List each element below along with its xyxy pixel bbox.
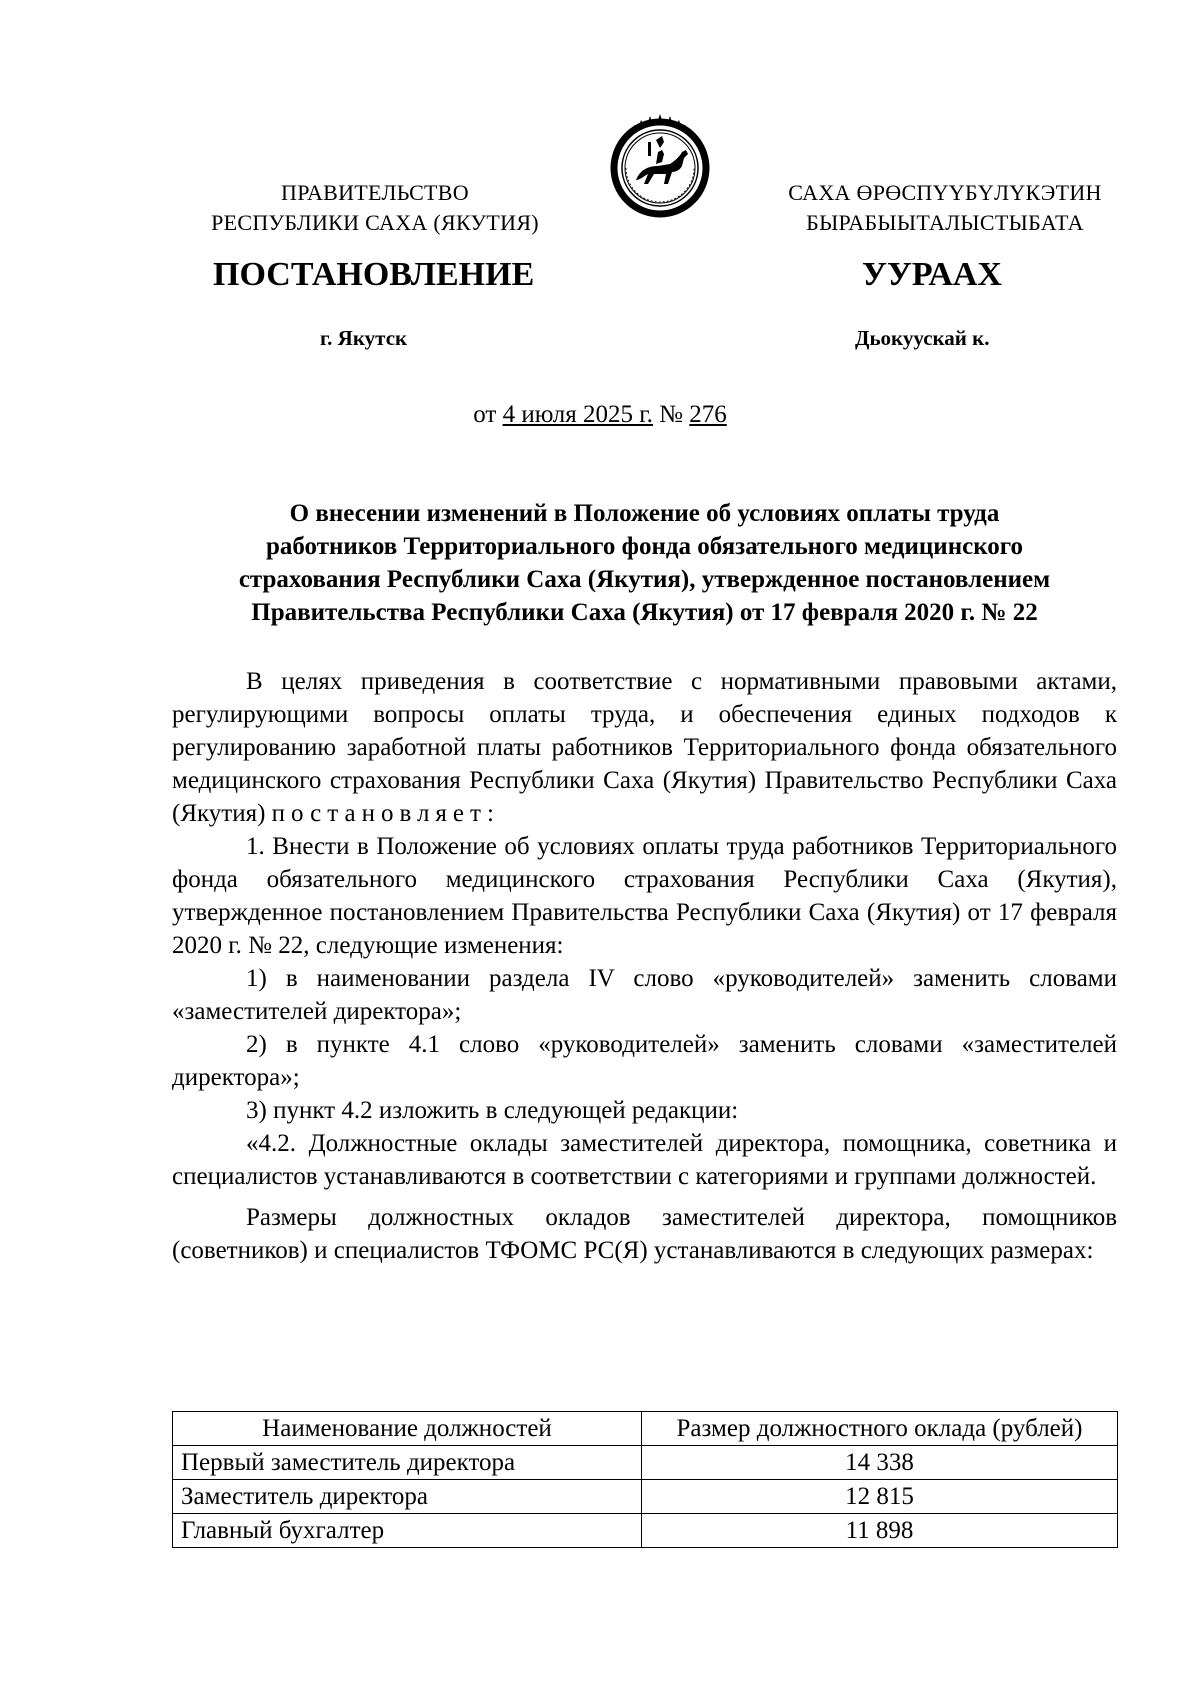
preamble-text: В целях приведения в соответствие с нормативными правовыми актами, регулирующими вопросы оплаты труда, и обеспечения единых подходов к регулированию заработной платы работников Территориального фонда обязательного медицинского страхования Республики Саха (Якутия) Правительство Республики Саха (Якутия)	[172, 668, 1117, 827]
decree-body	[172, 665, 1117, 1267]
title-line: страхования Республики Саха (Якутия), утвержденное постановлением	[238, 566, 1051, 593]
paragraph-clause-4-2: «4.2. Должностные оклады заместителей директора, помощника, советника и специалистов устанавливаются в соответствии с категориями и группами должностей.	[172, 1130, 1117, 1190]
government-name-sakha	[735, 178, 1155, 238]
position-name: Заместитель директора	[173, 1480, 642, 1514]
preamble-paragraph	[172, 665, 1117, 830]
title-line: работников Территориального фонда обязательного медицинского	[265, 533, 1024, 560]
salary-amount: 14 338	[642, 1446, 1118, 1480]
paragraph-item-1: 1. Внести в Положение об условиях оплаты труда работников Территориального фонда обязательного медицинского страхования Республики Саха (Якутия), утвержденное постановлением Правительства Республики Саха (Якутия) от 17 февраля 2020 г. № 22, следующие изменения:	[172, 833, 1117, 959]
date-prefix: от	[473, 401, 503, 428]
decree-number: 276	[689, 401, 727, 428]
coat-of-arms-emblem-icon	[606, 112, 714, 220]
salary-amount: 11 898	[642, 1514, 1118, 1548]
paragraph-subitem-1: 1) в наименовании раздела IV слово «руководителей» заменить словами «заместителей директора»;	[172, 965, 1117, 1025]
position-name: Главный бухгалтер	[173, 1514, 642, 1548]
decree-date-number	[0, 401, 1200, 429]
salary-amount: 12 815	[642, 1480, 1118, 1514]
decree-title	[172, 497, 1117, 629]
table-row	[173, 1514, 1118, 1548]
table-row	[173, 1480, 1118, 1514]
title-line: Правительства Республики Саха (Якутия) от 17 февраля 2020 г. № 22	[251, 599, 1038, 626]
paragraph-subitem-2: 2) в пункте 4.1 слово «руководителей» заменить словами «заместителей директора»;	[172, 1031, 1117, 1091]
city-sakha: Дьокуускай к.	[855, 326, 990, 350]
doc-type-sakha: УУРААХ	[862, 256, 1002, 293]
title-line: О внесении изменений в Положение об условиях оплаты труда	[289, 500, 1000, 527]
government-name-sakha-line-2: БЫРАБЫЫТАЛЫСТЫБАТА	[806, 210, 1084, 235]
salary-table	[172, 1411, 1118, 1548]
city-russian: г. Якутск	[320, 326, 408, 350]
doc-type-russian: ПОСТАНОВЛЕНИЕ	[213, 256, 535, 293]
table-header-row	[173, 1412, 1118, 1446]
column-header-salary: Размер должностного оклада (рублей)	[642, 1412, 1118, 1446]
number-sign: №	[652, 401, 690, 428]
paragraph-subitem-3: 3) пункт 4.2 изложить в следующей редакции:	[246, 1097, 739, 1124]
government-name-sakha-line-1: САХА ӨРӨСПҮҮБҮЛҮКЭТИН	[788, 180, 1102, 205]
government-name-line-2: РЕСПУБЛИКИ САХА (ЯКУТИЯ)	[211, 210, 539, 235]
position-name: Первый заместитель директора	[173, 1446, 642, 1480]
resolves-word: постановляет:	[271, 800, 500, 827]
paragraph-salary-sizes: Размеры должностных окладов заместителей директора, помощников (советников) и специалистов ТФОМС РС(Я) устанавливаются в следующих размерах:	[172, 1204, 1117, 1264]
column-header-position: Наименование должностей	[173, 1412, 642, 1446]
table-row	[173, 1446, 1118, 1480]
decree-date: 4 июля 2025 г.	[502, 401, 653, 428]
government-name-russian	[165, 178, 585, 238]
government-name-line-1: ПРАВИТЕЛЬСТВО	[281, 180, 469, 205]
